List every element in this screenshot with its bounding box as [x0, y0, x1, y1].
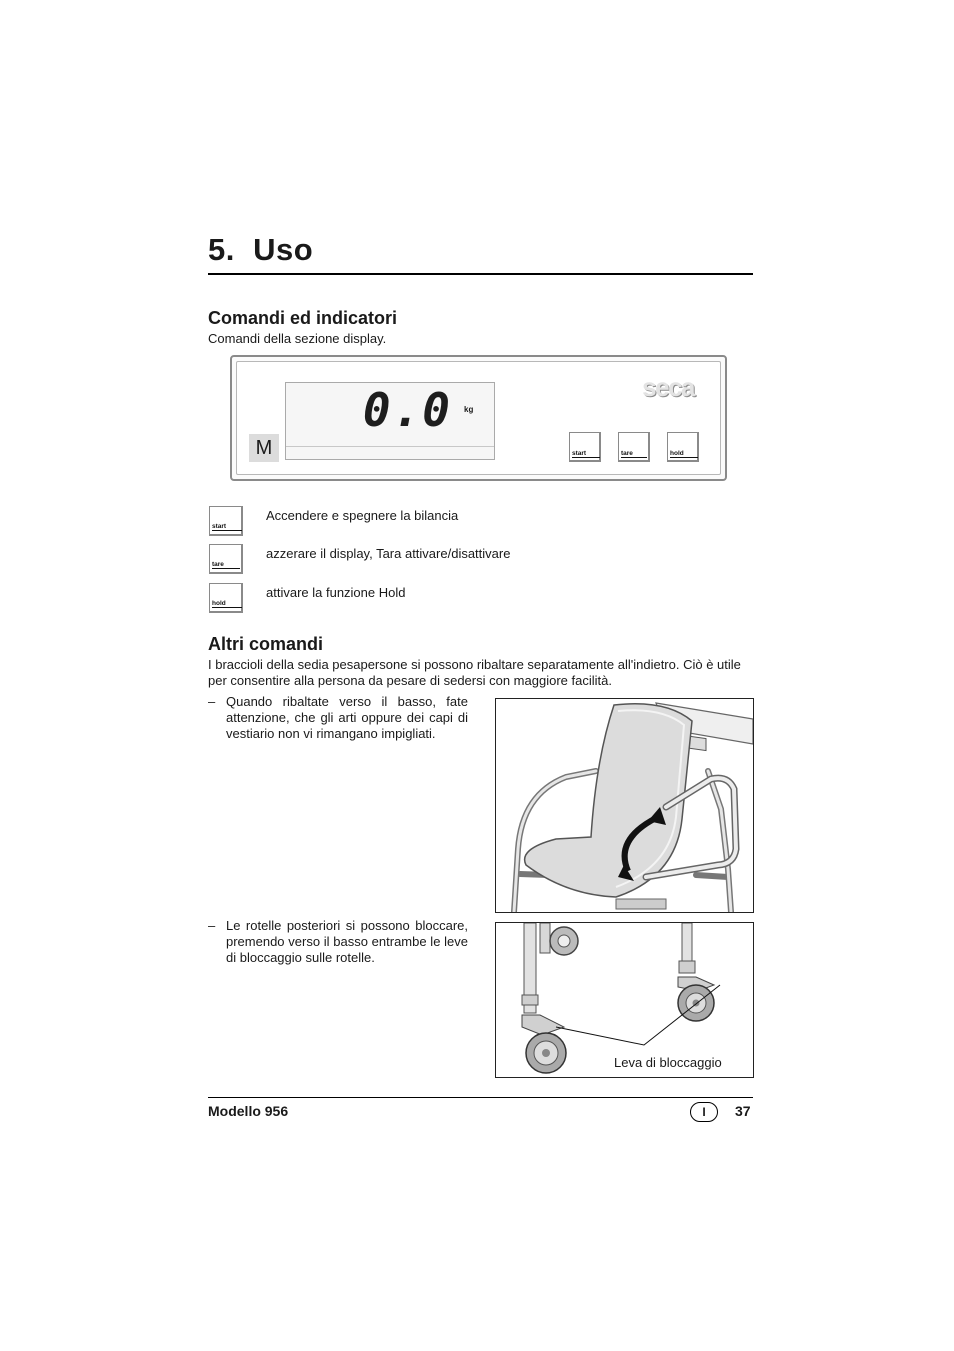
lcd-display [285, 382, 495, 460]
legend-hold-key [209, 583, 243, 613]
chapter-divider [208, 273, 753, 275]
legend-start-text: Accendere e spegnere la bilancia [266, 508, 459, 523]
panel-hold-key-label: hold [670, 450, 698, 458]
legend-hold-text: attivare la funzione Hold [266, 585, 406, 600]
lcd-weight-value: 0.0 [362, 383, 452, 437]
brand-logo: seca [642, 372, 694, 402]
chapter-title: 5. Uso [208, 232, 314, 267]
figure-wheel-lock [495, 922, 754, 1078]
footer-divider [208, 1097, 753, 1098]
wheels-illustration [496, 923, 753, 1077]
section-paragraph: I braccioli della sedia pesapersone si possono ribaltare separatamente all'indietro. Ciò è utile per consentire alla persona da pesare di sedersi con maggiore facilità. [208, 657, 741, 688]
legend-tare-text: azzerare il display, Tara attivare/disattivare [266, 546, 511, 561]
footer-page-number: 37 [735, 1103, 751, 1119]
legend-tare-key-label: tare [212, 561, 240, 569]
bullet-wheel-lock: Le rotelle posteriori si possono bloccare, premendo verso il basso entrambe le leve di bloccaggio sulle rotelle. [226, 918, 468, 965]
panel-start-key-label: start [572, 450, 600, 458]
panel-tare-key-label: tare [621, 450, 647, 458]
figure-callout-label: Leva di bloccaggio [614, 1055, 722, 1070]
footer-language-badge: I [690, 1102, 718, 1122]
legend-tare-key [209, 544, 243, 574]
section-intro: Comandi della sezione display. [208, 331, 387, 346]
panel-tare-key [618, 432, 650, 462]
legend-hold-key-label: hold [212, 600, 242, 608]
memory-key: M [249, 434, 279, 462]
bullet-armrest-warning: Quando ribaltate verso il basso, fate attenzione, che gli arti oppure dei capi di vestiario non vi rimangano impigliati. [226, 694, 468, 741]
figure-chair-armrest [495, 698, 754, 913]
bullet-dash-1: – [208, 694, 216, 709]
lcd-unit-label: kg [464, 405, 474, 414]
display-panel-face [236, 361, 721, 475]
legend-start-key-label: start [212, 523, 242, 531]
section-heading-controls: Comandi ed indicatori [208, 308, 398, 328]
footer-model: Modello 956 [208, 1103, 289, 1119]
chair-illustration [496, 699, 753, 912]
panel-hold-key [667, 432, 699, 462]
bullet-dash-2: – [208, 918, 216, 933]
legend-start-key [209, 506, 243, 536]
display-panel-illustration [230, 355, 727, 481]
lcd-divider [286, 446, 494, 447]
panel-start-key [569, 432, 601, 462]
section-heading-other: Altri comandi [208, 634, 324, 654]
